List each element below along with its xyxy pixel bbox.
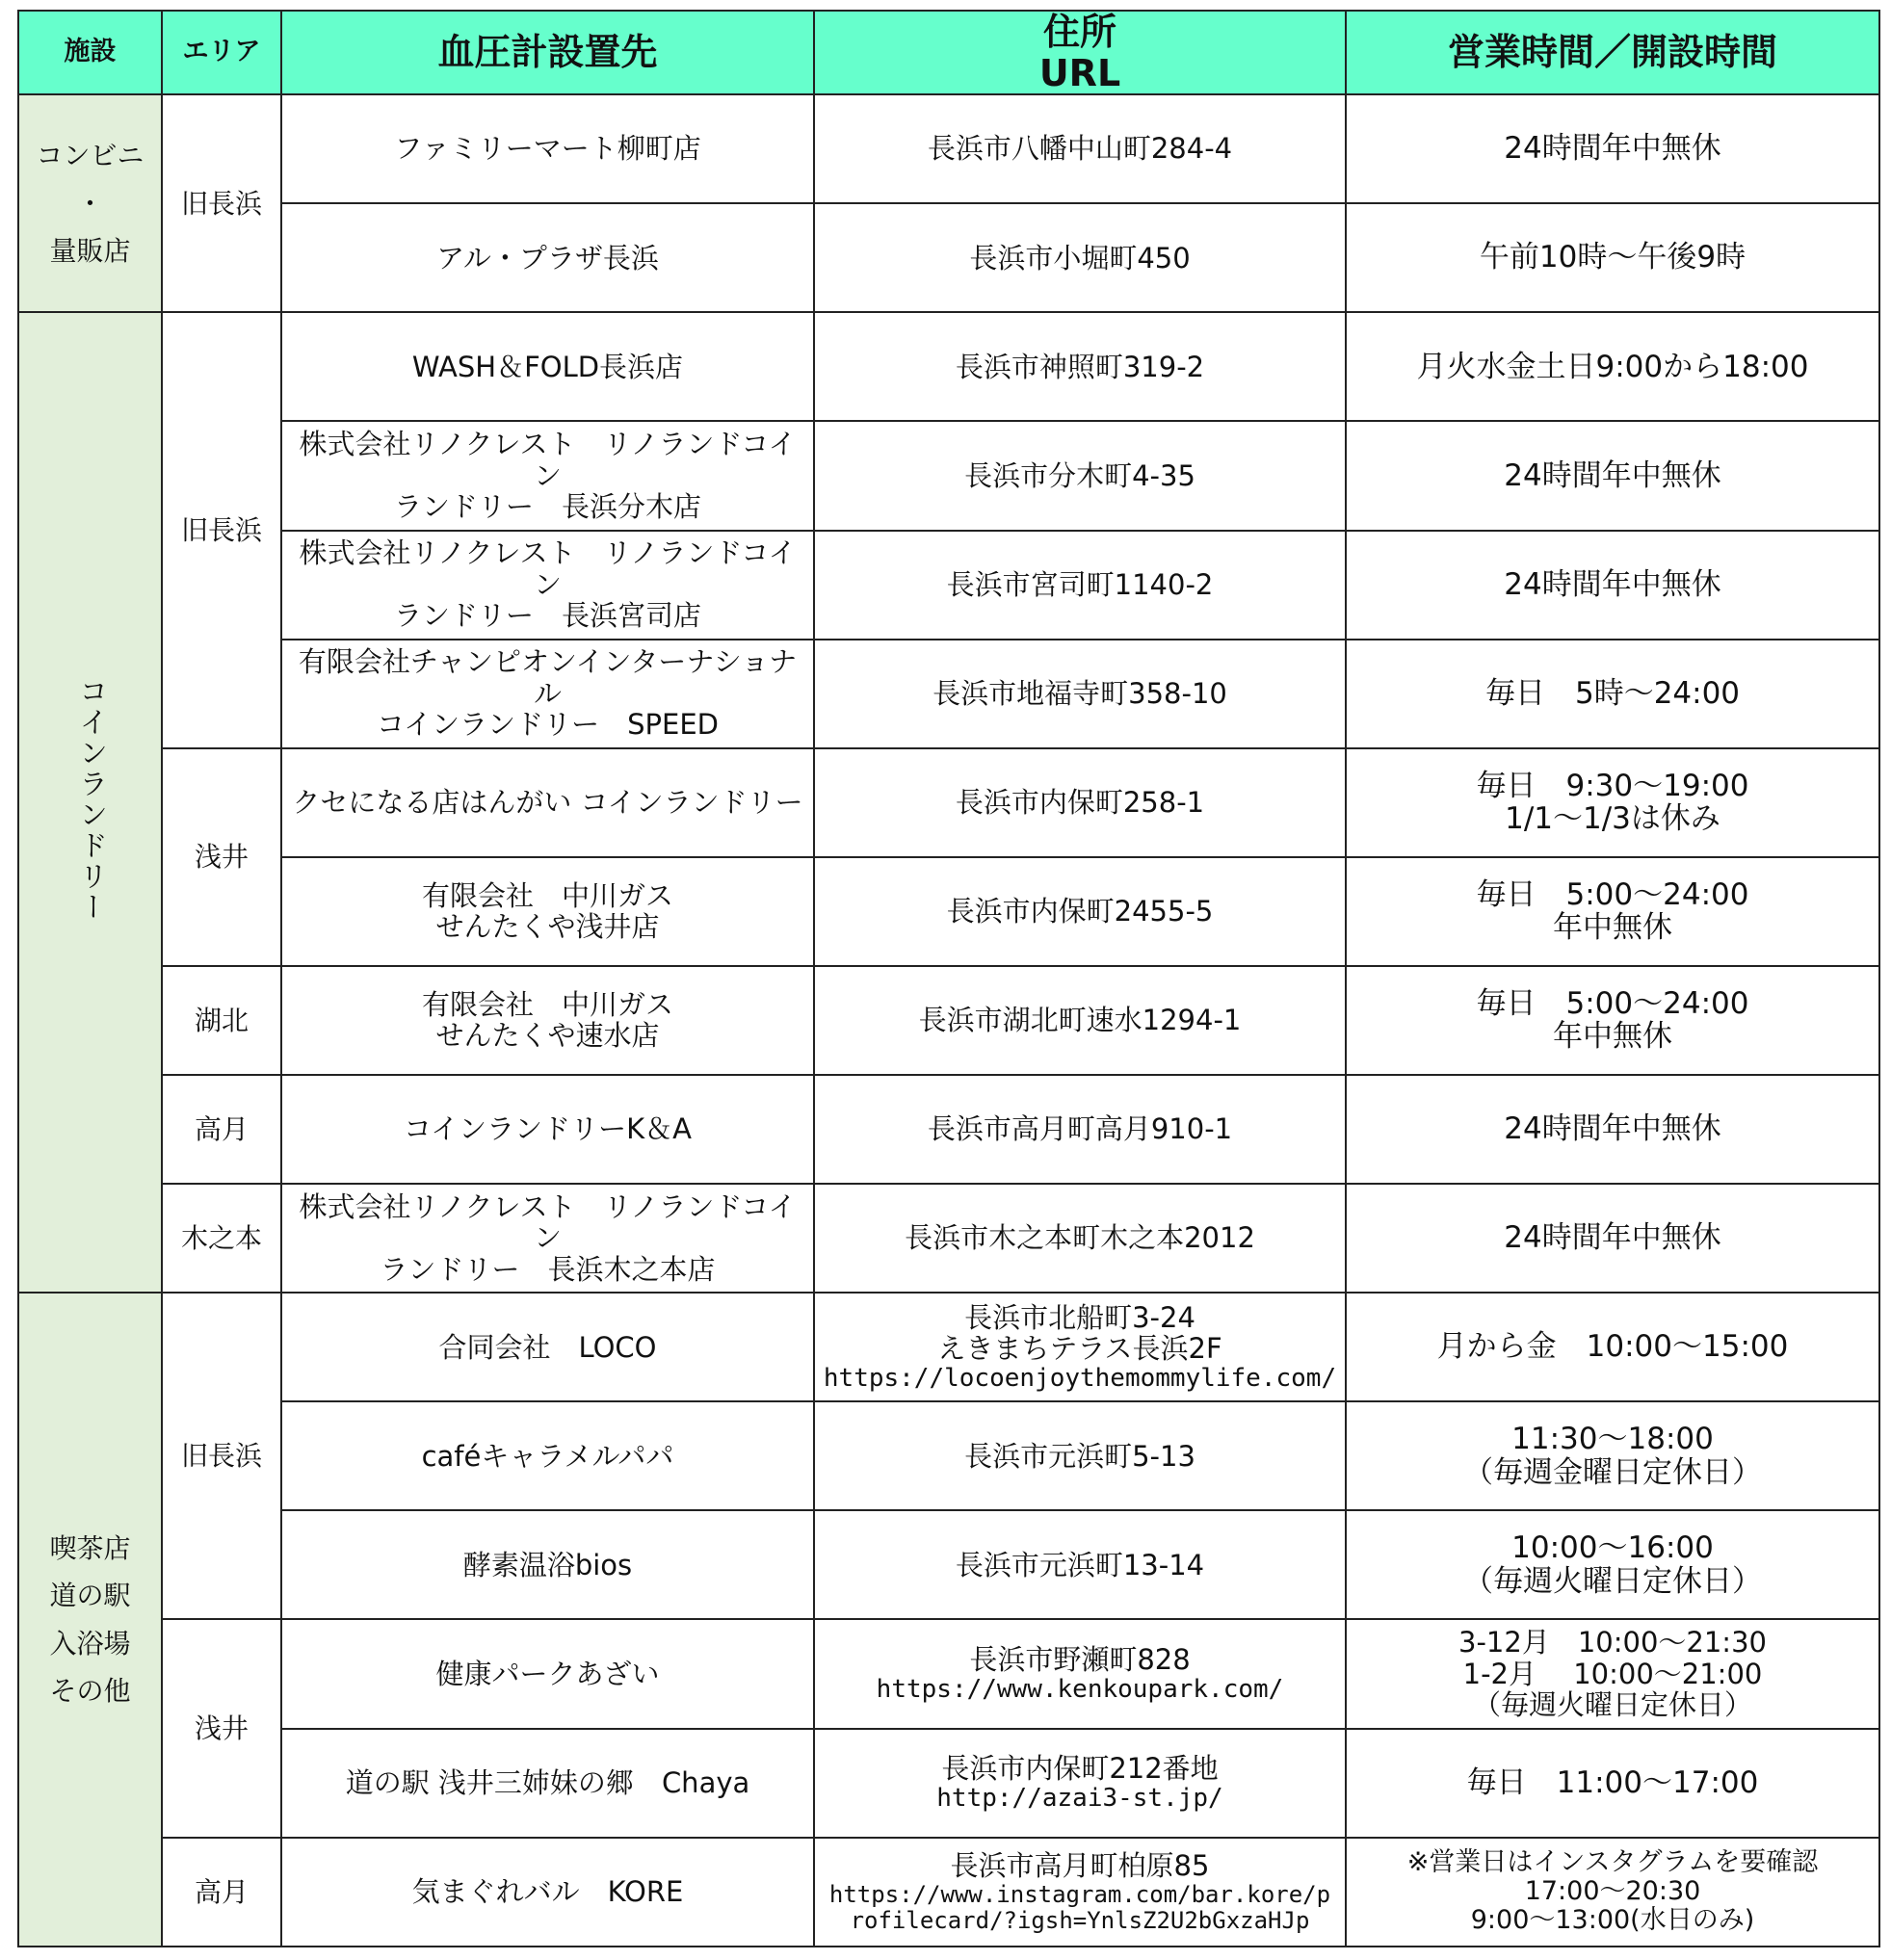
address-cell: 長浜市木之本町木之本2012: [814, 1184, 1346, 1293]
table-row: [18, 966, 1879, 1075]
header-area: エリア: [162, 11, 281, 94]
address-cell: 長浜市内保町258-1: [814, 748, 1346, 857]
table-row: [18, 203, 1879, 312]
location-name: WASH＆FOLD長浜店: [281, 312, 814, 421]
table-row: [18, 748, 1879, 857]
location-name: クセになる店はんがい コインランドリー: [281, 748, 814, 857]
area-cell: 高月: [162, 1075, 281, 1184]
placement-table: [17, 10, 1880, 1947]
url-link[interactable]: https://www.kenkoupark.com/: [876, 1674, 1284, 1704]
url-link[interactable]: https://locoenjoythemommylife.com/: [823, 1363, 1337, 1393]
hours-cell: 毎日 5:00～24:00 年中無休: [1346, 857, 1879, 966]
hours-cell: 24時間年中無休: [1346, 94, 1879, 203]
table-row: [18, 531, 1879, 640]
hours-cell: 毎日 9:30～19:00 1/1～1/3は休み: [1346, 748, 1879, 857]
hours-cell: 月火水金土日9:00から18:00: [1346, 312, 1879, 421]
location-name: caféキャラメルパパ: [281, 1401, 814, 1510]
facility-laundry: コインランドリー: [18, 312, 162, 1293]
area-cell: 旧長浜: [162, 94, 281, 312]
area-cell: 高月: [162, 1838, 281, 1947]
area-cell: 浅井: [162, 1619, 281, 1837]
hours-cell: 24時間年中無休: [1346, 1184, 1879, 1293]
header-address-label: 住所: [1042, 11, 1116, 54]
header-url-label: URL: [1038, 51, 1121, 94]
location-name: ファミリーマート柳町店: [281, 94, 814, 203]
hours-cell: 24時間年中無休: [1346, 1075, 1879, 1184]
address-cell: 長浜市小堀町450: [814, 203, 1346, 312]
address-cell: 長浜市内保町212番地 http://azai3-st.jp/: [814, 1729, 1346, 1838]
location-name: 株式会社リノクレスト リノランドコイン ランドリー 長浜木之本店: [281, 1184, 814, 1293]
address-cell: 長浜市宮司町1140-2: [814, 531, 1346, 640]
table-row: [18, 1729, 1879, 1838]
table-row: [18, 1510, 1879, 1619]
address-cell: 長浜市八幡中山町284-4: [814, 94, 1346, 203]
table-row: [18, 1619, 1879, 1728]
url-link[interactable]: http://azai3-st.jp/: [936, 1783, 1223, 1813]
address-cell: 長浜市神照町319-2: [814, 312, 1346, 421]
table-row: [18, 1401, 1879, 1510]
hours-cell: ※営業日はインスタグラムを要確認 17:00～20:30 9:00～13:00(水日のみ): [1346, 1838, 1879, 1947]
location-name: 道の駅 浅井三姉妹の郷 Chaya: [281, 1729, 814, 1838]
facility-other: 喫茶店 道の駅 入浴場 その他: [18, 1293, 162, 1947]
hours-cell: 11:30～18:00 （毎週金曜日定休日）: [1346, 1401, 1879, 1510]
address-cell: 長浜市高月町高月910-1: [814, 1075, 1346, 1184]
hours-cell: 月から金 10:00～15:00: [1346, 1293, 1879, 1401]
address-cell: 長浜市地福寺町358-10: [814, 640, 1346, 748]
hours-cell: 午前10時～午後9時: [1346, 203, 1879, 312]
url-link[interactable]: rofilecard/?igsh=YnlsZ2U2bGxzaHJp: [850, 1906, 1310, 1934]
location-name: 健康パークあざい: [281, 1619, 814, 1728]
address-cell: 長浜市分木町4-35: [814, 421, 1346, 530]
area-cell: 湖北: [162, 966, 281, 1075]
area-cell: 浅井: [162, 748, 281, 966]
location-name: 合同会社 LOCO: [281, 1293, 814, 1401]
header-address: [814, 11, 1346, 94]
table-row: [18, 640, 1879, 748]
area-cell: 木之本: [162, 1184, 281, 1293]
location-name: 有限会社チャンピオンインターナショナル コインランドリー SPEED: [281, 640, 814, 748]
facility-convenience: コンビニ ・ 量販店: [18, 94, 162, 312]
table-row: [18, 857, 1879, 966]
address-cell: 長浜市内保町2455-5: [814, 857, 1346, 966]
hours-cell: 24時間年中無休: [1346, 421, 1879, 530]
table-row: [18, 421, 1879, 530]
location-name: 株式会社リノクレスト リノランドコイン ランドリー 長浜分木店: [281, 421, 814, 530]
address-cell: 長浜市元浜町5-13: [814, 1401, 1346, 1510]
table-row: [18, 312, 1879, 421]
hours-cell: 毎日 5:00～24:00 年中無休: [1346, 966, 1879, 1075]
address-cell: 長浜市高月町柏原85 https://www.instagram.com/bar.kore/p rofilecard/?igsh=YnlsZ2U2bGxzaHJp: [814, 1838, 1346, 1947]
location-name: 株式会社リノクレスト リノランドコイン ランドリー 長浜宮司店: [281, 531, 814, 640]
location-name: 有限会社 中川ガス せんたくや速水店: [281, 966, 814, 1075]
hours-cell: 24時間年中無休: [1346, 531, 1879, 640]
address-cell: 長浜市野瀬町828 https://www.kenkoupark.com/: [814, 1619, 1346, 1728]
table-row: [18, 1838, 1879, 1947]
address-cell: 長浜市湖北町速水1294-1: [814, 966, 1346, 1075]
address-cell: 長浜市北船町3-24 えきまちテラス長浜2F https://locoenjoythemommylife.com/: [814, 1293, 1346, 1401]
table-row: [18, 1075, 1879, 1184]
area-cell: 旧長浜: [162, 1293, 281, 1619]
url-link[interactable]: https://www.instagram.com/bar.kore/p: [828, 1880, 1331, 1908]
location-name: 気まぐれバル KORE: [281, 1838, 814, 1947]
location-name: アル・プラザ長浜: [281, 203, 814, 312]
location-name: コインランドリーK＆A: [281, 1075, 814, 1184]
hours-cell: 毎日 11:00～17:00: [1346, 1729, 1879, 1838]
header-row: [18, 11, 1879, 94]
header-facility: 施設: [18, 11, 162, 94]
header-hours: 営業時間／開設時間: [1346, 11, 1879, 94]
location-name: 有限会社 中川ガス せんたくや浅井店: [281, 857, 814, 966]
area-cell: 旧長浜: [162, 312, 281, 747]
table-row: [18, 94, 1879, 203]
location-name: 酵素温浴bios: [281, 1510, 814, 1619]
hours-cell: 毎日 5時～24:00: [1346, 640, 1879, 748]
address-cell: 長浜市元浜町13-14: [814, 1510, 1346, 1619]
hours-cell: 10:00～16:00 （毎週火曜日定休日）: [1346, 1510, 1879, 1619]
table-row: [18, 1293, 1879, 1401]
table-row: [18, 1184, 1879, 1293]
hours-cell: 3-12月 10:00～21:30 1-2月 10:00～21:00 （毎週火曜日定休日）: [1346, 1619, 1879, 1728]
header-location: 血圧計設置先: [281, 11, 814, 94]
